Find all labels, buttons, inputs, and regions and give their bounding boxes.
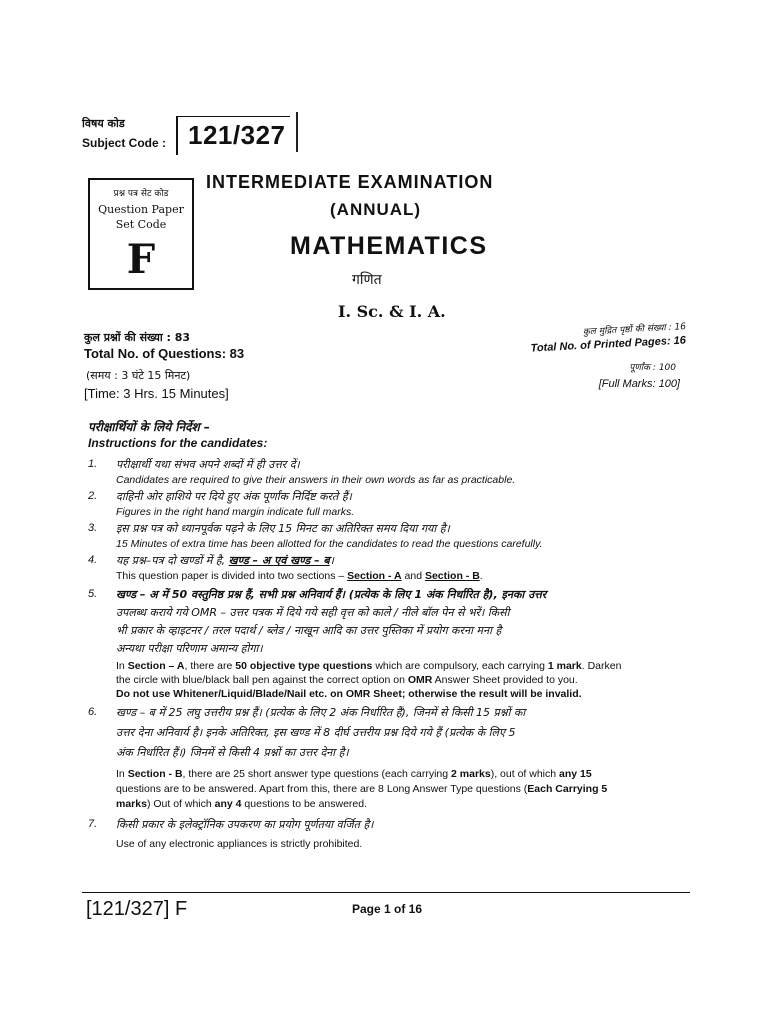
instruction-english: Use of any electronic appliances is strictly prohibited.: [116, 838, 363, 850]
emphasis: OMR: [407, 674, 433, 686]
text: ) Out of which: [146, 798, 215, 810]
instruction-english: [116, 660, 621, 672]
time-hindi: (समय : 3 घंटे 15 मिनट): [86, 369, 191, 382]
instructions-heading: Instructions for the candidates:: [88, 436, 268, 450]
instruction-hindi-line: भी प्रकार के व्हाइटनर / तरल पदार्थ / ब्लेड / नाखून आदि का उत्तर पुस्तिका में प्रयोग करना मना है: [116, 624, 502, 637]
text: questions are to be answered. Apart from this, there are 8 Long Answer Type questions (: [116, 783, 528, 795]
text: In: [116, 768, 128, 780]
printed-pages: Total No. of Printed Pages: 16: [530, 334, 687, 355]
text: . Darken: [581, 660, 622, 672]
subject-code-value: 121/327: [188, 120, 286, 150]
instruction-english: Candidates are required to give their answers in their own words as far as practicable.: [116, 474, 516, 486]
emphasis: any 4: [214, 798, 242, 810]
subject-code-label-hindi: विषय कोड: [82, 117, 125, 130]
total-questions: Total No. of Questions: 83: [84, 346, 245, 361]
item-number: 6.: [88, 706, 98, 718]
exam-type: (ANNUAL): [330, 200, 422, 219]
instruction-english: Figures in the right hand margin indicate full marks.: [116, 506, 355, 518]
instruction-hindi: दाहिनी ओर हाशिये पर दिये हुए अंक पूर्णांक निर्दिष्ट करते हैं।: [116, 490, 352, 503]
instruction-hindi-line: उपलब्ध कराये गये OMR – उत्तर पत्रक में दिये गये सही वृत्त को काले / नीले बॉल पेन से भरें। किसी: [116, 606, 510, 619]
emphasis: 50 objective type questions: [235, 660, 373, 672]
instruction-hindi: परीक्षार्थी यथा संभव अपने शब्दों में ही उत्तर दें।: [116, 458, 300, 471]
subject-title: MATHEMATICS: [290, 232, 488, 260]
set-code-label-line2: Set Code: [115, 218, 167, 231]
section-ref: Section - B: [127, 768, 183, 780]
full-marks-hindi: पूर्णांक : 100: [629, 363, 676, 373]
set-code-label-hindi: प्रश्न पत्र सेट कोड: [113, 189, 169, 199]
text: , there are: [184, 660, 236, 672]
section-ref: Section – A: [127, 660, 185, 672]
set-code-letter: F: [126, 236, 156, 283]
text: .: [479, 570, 483, 582]
section-ref: खण्ड – अ एवं खण्ड – ब: [228, 554, 330, 567]
instruction-english: [116, 570, 483, 582]
exam-title: INTERMEDIATE EXAMINATION: [206, 172, 494, 192]
printed-pages-hindi: कुल मुद्रित पृष्ठों की संख्या : 16: [582, 322, 687, 338]
instruction-english-line: Do not use Whitener/Liquid/Blade/Nail etc. on OMR Sheet; otherwise the result will be invalid.: [116, 688, 582, 700]
text: questions to be answered.: [241, 798, 368, 810]
item-number: 3.: [88, 522, 98, 534]
instruction-hindi-line: अन्यथा परीक्षा परिणाम अमान्य होगा।: [116, 642, 263, 655]
subject-title-hindi: गणित: [352, 272, 382, 288]
item-number: 2.: [88, 490, 98, 502]
text: In: [116, 660, 128, 672]
stream-label: I. Sc. & I. A.: [338, 302, 446, 321]
instruction-english: 15 Minutes of extra time has been allotted for the candidates to read the questions carefully.: [116, 538, 543, 550]
text: which are compulsory, each carrying: [372, 660, 548, 672]
subject-code-label: Subject Code :: [82, 136, 167, 150]
item-number: 5.: [88, 588, 98, 600]
instruction-english: [116, 768, 592, 780]
item-number: 4.: [88, 554, 98, 566]
instruction-english-line: [116, 674, 578, 686]
emphasis: 2 marks: [451, 768, 491, 780]
footer-divider: [82, 892, 690, 893]
instructions-heading-hindi: परीक्षार्थियों के लिये निर्देश –: [88, 420, 210, 434]
instruction-hindi-line: उत्तर देना अनिवार्य है। इनके अतिरिक्त, इस खण्ड में 8 दीर्घ उत्तरीय प्रश्न दिये गये हैं (प्रत्येक के लिए 5: [116, 726, 516, 739]
emphasis: any 15: [559, 768, 592, 780]
instruction-hindi: खण्ड – ब में 25 लघु उत्तरीय प्रश्न हैं। (प्रत्येक के लिए 2 अंक निर्धारित हैं), जिनमें से किसी 15 प्रश्नों का: [116, 706, 526, 719]
text: ।: [329, 554, 334, 567]
time-allowed: [Time: 3 Hrs. 15 Minutes]: [84, 386, 229, 401]
text: and: [401, 570, 425, 582]
instruction-hindi: खण्ड – अ में 50 वस्तुनिष्ठ प्रश्न हैं, सभी प्रश्न अनिवार्य हैं। (प्रत्येक के लिए 1 अंक निर्धारित है), इनका उत्तर: [116, 588, 547, 601]
item-number: 7.: [88, 818, 98, 830]
instruction-english-line: [116, 798, 367, 810]
text: , there are 25 short answer type questions (each carrying: [182, 768, 452, 780]
instruction-hindi: [116, 553, 334, 568]
footer-paper-code: [121/327] F: [86, 898, 188, 920]
text: the circle with blue/black ball pen against the correct option on: [116, 674, 408, 686]
code-box-edge: [296, 112, 298, 152]
text: यह प्रश्न–पत्र दो खण्डों में है,: [116, 554, 229, 567]
page-number: Page 1 of 16: [352, 902, 423, 916]
set-code-label-line1: Question Paper: [98, 203, 184, 216]
emphasis: marks: [116, 798, 147, 810]
instruction-hindi: इस प्रश्न पत्र को ध्यानपूर्वक पढ़ने के लिए 15 मिनट का अतिरिक्त समय दिया गया है।: [116, 522, 450, 535]
section-a-ref: Section - A: [347, 570, 402, 582]
text: This question paper is divided into two sections –: [116, 570, 348, 582]
instruction-hindi-line: अंक निर्धारित हैं।) जिनमें से किसी 4 प्रश्नों का उत्तर देना है।: [116, 746, 349, 759]
section-b-ref: Section - B: [424, 570, 480, 582]
full-marks: [Full Marks: 100]: [598, 378, 680, 390]
instruction-english-line: [116, 783, 607, 795]
item-number: 1.: [88, 458, 98, 470]
emphasis: Each Carrying 5: [527, 783, 608, 795]
total-questions-hindi: कुल प्रश्नों की संख्या : 83: [84, 331, 191, 344]
instruction-hindi: किसी प्रकार के इलेक्ट्रॉनिक उपकरण का प्रयोग पूर्णतया वर्जित है।: [116, 818, 374, 831]
emphasis: 1 mark: [547, 660, 582, 672]
text: ), out of which: [490, 768, 559, 780]
text: Answer Sheet provided to you.: [432, 674, 578, 686]
